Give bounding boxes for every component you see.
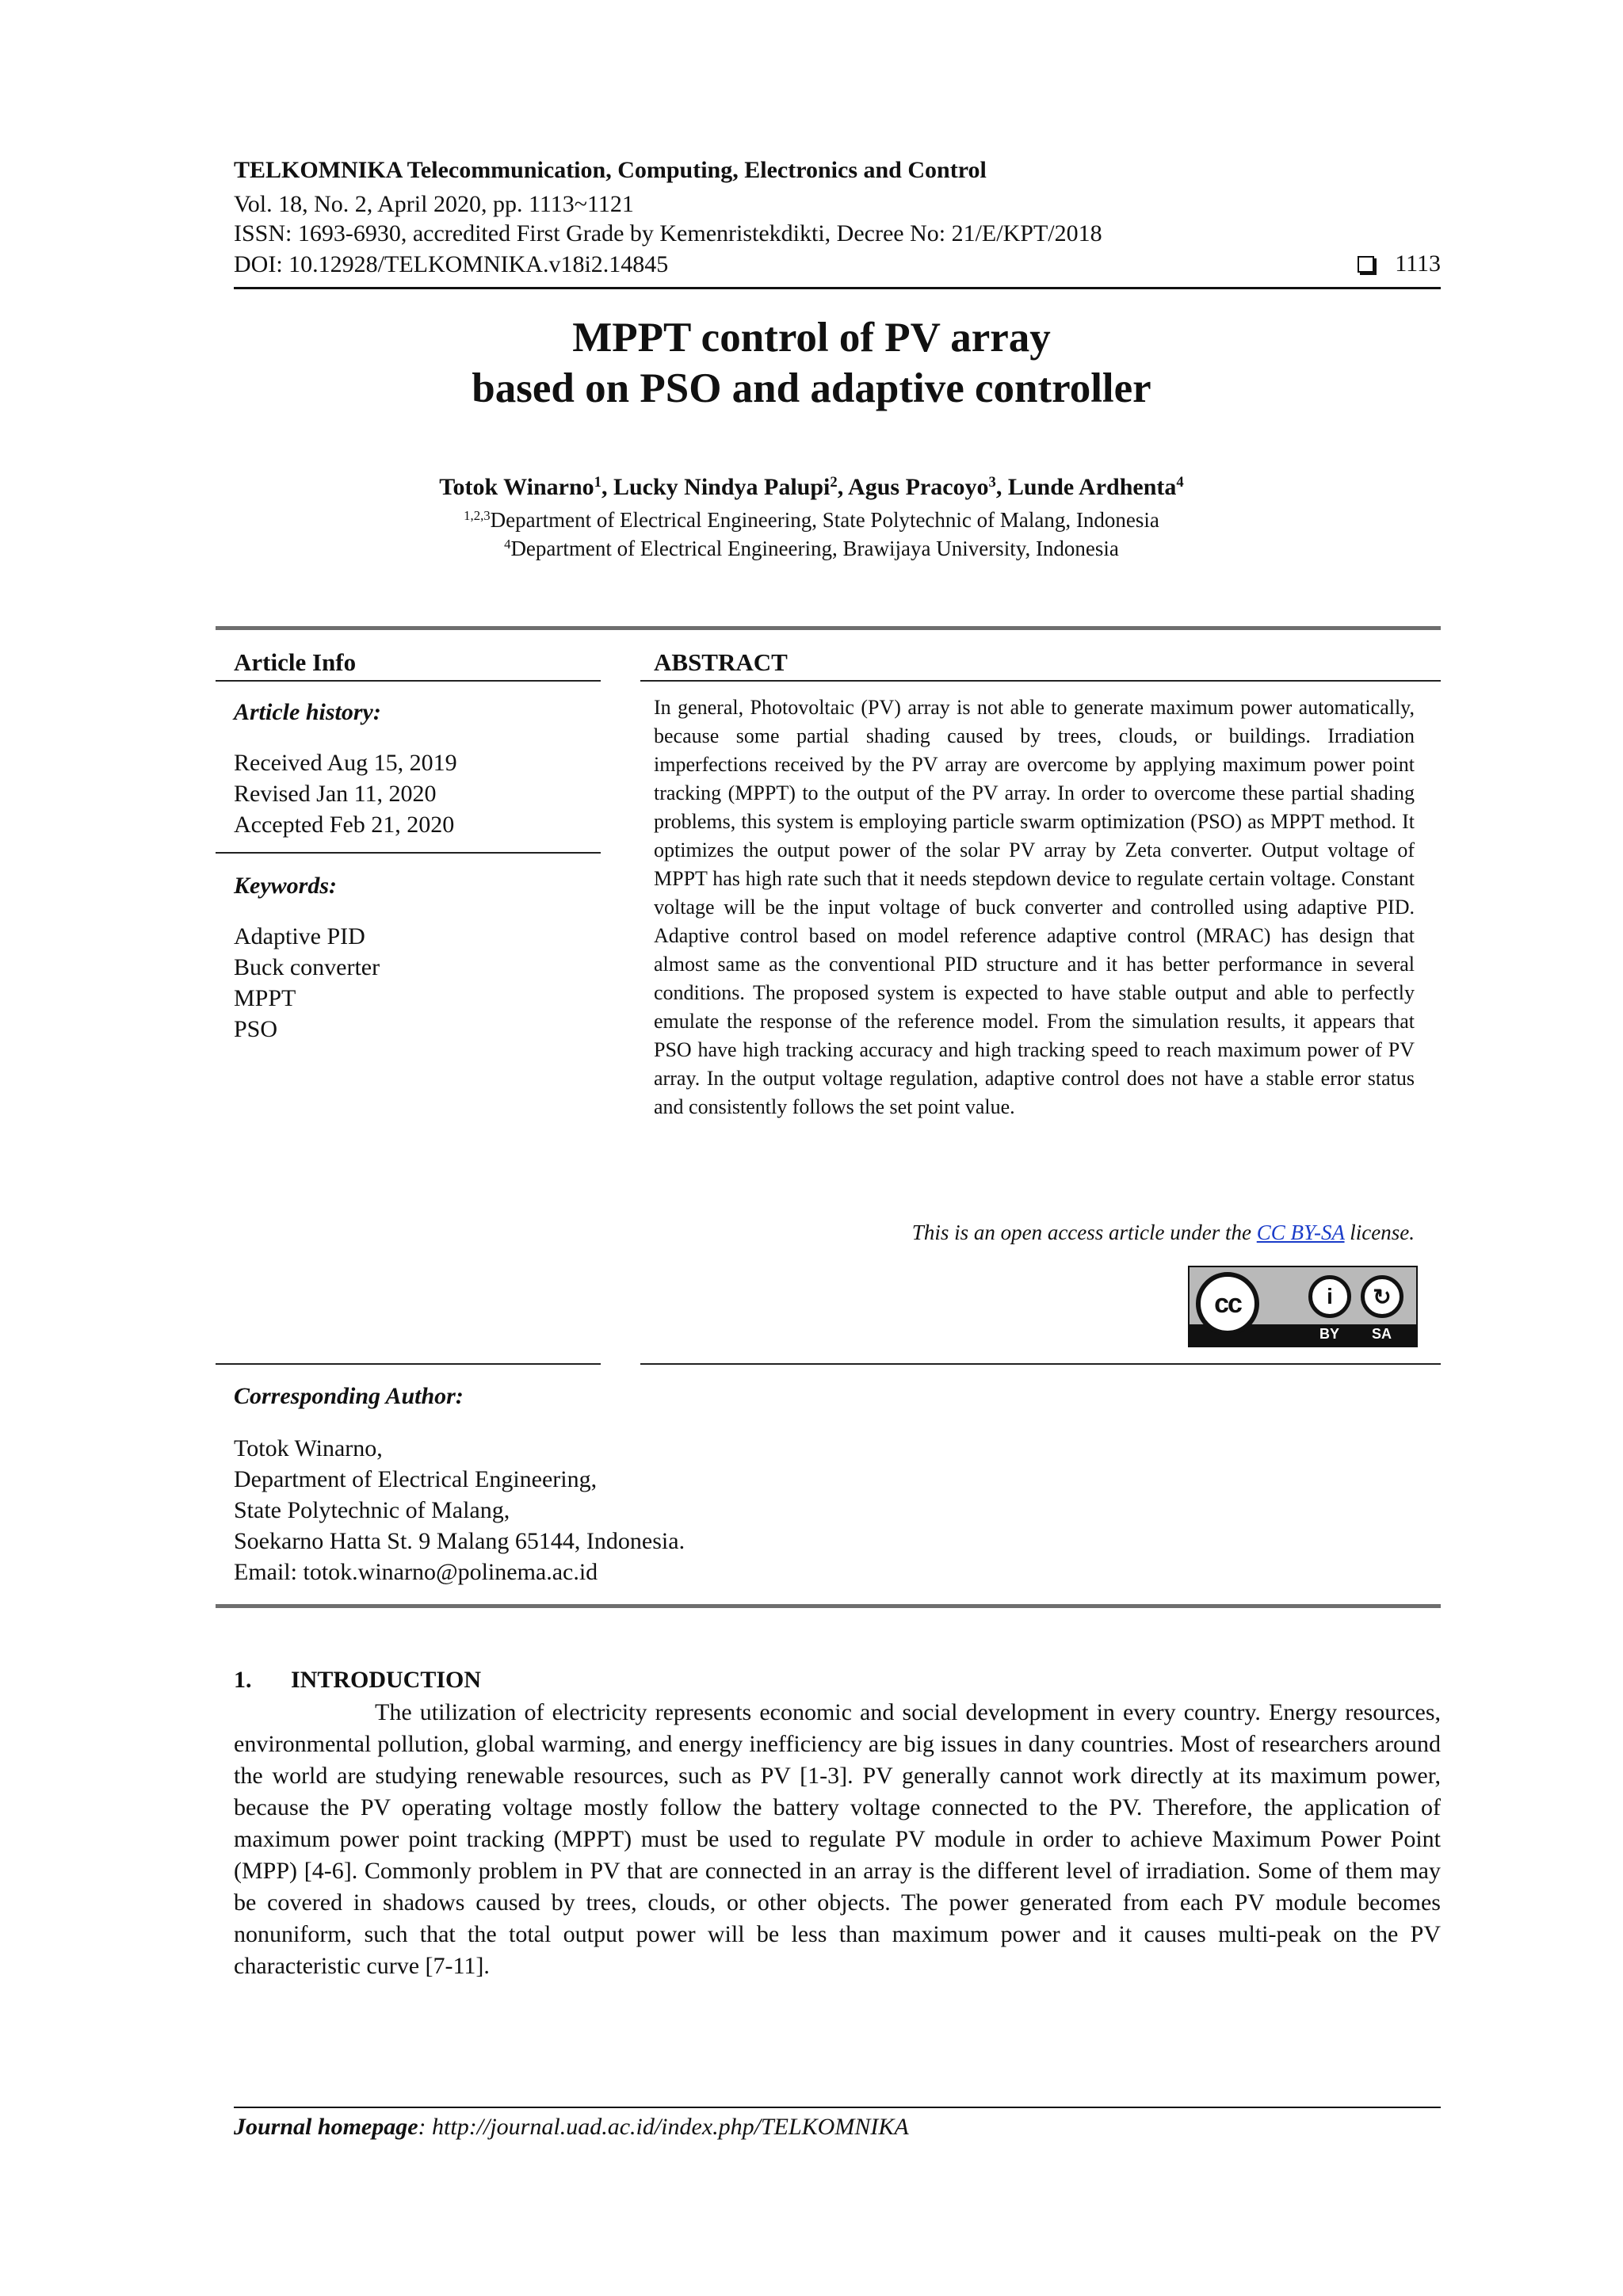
keyword-item: MPPT [234,985,296,1011]
author-name: Agus Pracoyo [848,474,989,500]
intro-paragraph [234,1697,1441,1982]
corresponding-inst: State Polytechnic of Malang, [234,1497,510,1523]
square-bullet-icon [1358,256,1374,273]
attribution-icon: i [1308,1275,1351,1318]
affiliation-text: Department of Electrical Engineering, Brawijaya University, Indonesia [510,537,1119,560]
paper-title-line-1: MPPT control of PV array [572,315,1051,361]
affiliation-sup: 4 [504,536,511,552]
header-rule [234,287,1441,289]
author-sup: 1 [594,473,601,491]
issn-line: ISSN: 1693-6930, accredited First Grade by Kemenristekdikti, Decree No: 21/E/KPT/2018 [234,220,1102,246]
affiliation-text: Department of Electrical Engineering, State Polytechnic of Malang, Indonesia [490,508,1159,532]
abstract-text: In general, Photovoltaic (PV) array is not able to generate maximum power automatically, because some partial shading caused by trees, clouds, or buildings. Irradiation imperfections received by the PV array are overcome by applying maximum power point tracking (MPPT) to the output of the PV array. In order to overcome these partial shading problems, this system is employing particle swarm optimization (PSO) as MPPT method. It optimizes the output power of the solar PV array by Zeta converter. Output voltage of MPPT has high rate such that it needs stepdown device to regulate certain voltage. Constant voltage will be the input voltage of buck converter and controlled using adaptive PID. Adaptive control based on model reference adaptive control (MRAC) has design that almost same as the conventional PID structure and it has better performance in several conditions. The proposed system is expected to have stable output and able to perfectly emulate the response of the reference model. From the simulation results, it appears that PSO have high tracking accuracy and high tracking speed to reach maximum power of PV array. In the output voltage regulation, adaptive control does not have a stable error status and consistently follows the set point value. [654,696,1415,1118]
info-box-top-rule [216,626,1441,630]
keywords-heading: Keywords: [234,873,337,899]
affiliation-2 [0,537,1623,561]
by-label: BY [1319,1326,1340,1342]
footer-rule [234,2107,1441,2108]
license-suffix: license. [1350,1221,1415,1244]
article-info-heading: Article Info [234,648,357,676]
corresponding-dept: Department of Electrical Engineering, [234,1466,598,1492]
corresponding-name: Totok Winarno, [234,1435,383,1461]
author-sup: 2 [830,473,838,491]
info-column-bottom-rule [216,1363,601,1365]
abstract-heading: ABSTRACT [654,648,788,676]
author-list: Totok Winarno$^1$, Lucky Nindya Palupi$^2$, Agus Pracoyo$^3$, Lunde Ardhenta$^4$ [439,473,1184,500]
abstract-rule [640,680,1441,682]
abstract-bottom-rule [640,1363,1441,1365]
keyword-item: PSO [234,1016,278,1042]
page-number-block [1358,250,1441,277]
cc-by-sa-badge[interactable] [1188,1266,1418,1347]
doi-line: DOI: 10.12928/TELKOMNIKA.v18i2.14845 [234,251,669,277]
volume-line: Vol. 18, No. 2, April 2020, pp. 1113~1121 [234,191,634,217]
footer-label: Journal homepage [234,2114,418,2140]
intro-number: 1. [234,1667,252,1693]
license-line [912,1221,1415,1245]
corresponding-address: Soekarno Hatta St. 9 Malang 65144, Indonesia. [234,1528,685,1554]
accepted-date: Accepted Feb 21, 2020 [234,812,455,838]
corresponding-email: Email: totok.winarno@polinema.ac.id [234,1559,598,1585]
intro-body: The utilization of electricity represents economic and social development in every country. Energy resources, environmental pollution, global warming, and energy inefficiency are big issues in dany countries. Most of researchers around the world are studying renewable resources, such as PV [1-3]. PV generally cannot work directly at its maximum power, because the PV operating voltage mostly follow the battery voltage connected to the PV. Therefore, the application of maximum power point tracking (MPPT) must be used to regulate PV module in order to achieve Maximum Power Point (MPP) [4-6]. Commonly problem in PV that are connected in an array is the different level of irradiation. Some of them may be covered in shadows caused by trees, clouds, or other objects. The power generated from each PV module becomes nonuniform, such that the total output power will be less than maximum power and it causes multi-peak on the PV characteristic curve [7-11]. [234,1699,1441,1979]
affiliation-1 [0,508,1623,533]
author-sup: 4 [1176,473,1184,491]
author-name: Lunde Ardhenta [1007,474,1177,500]
footer [234,2114,909,2141]
journal-name: TELKOMNIKA Telecommunication, Computing, Electronics and Control [234,157,987,183]
keyword-item: Adaptive PID [234,923,365,949]
paper-title-line-2: based on PSO and adaptive controller [472,365,1151,411]
article-info-rule [216,680,601,682]
cc-icon: cc [1196,1272,1259,1335]
author-name: Totok Winarno [439,474,594,500]
sa-label: SA [1372,1326,1392,1342]
intro-title: INTRODUCTION [291,1667,482,1693]
article-history-heading: Article history: [234,699,381,725]
corresponding-details [234,1433,685,1587]
intro-heading [234,1667,481,1694]
affiliation-sup: 1,2,3 [464,507,491,523]
info-box-bottom-rule [216,1604,1441,1608]
cc-by-sa-link[interactable]: CC BY-SA [1256,1221,1345,1244]
footer-url[interactable]: : http://journal.uad.ac.id/index.php/TELKOMNIKA [418,2114,909,2140]
corresponding-heading: Corresponding Author: [234,1383,464,1409]
keyword-item: Buck converter [234,954,380,980]
license-prefix: This is an open access article under the [911,1221,1251,1244]
received-date: Received Aug 15, 2019 [234,750,457,776]
share-alike-icon: ↻ [1361,1275,1403,1318]
history-rule [216,852,601,854]
author-sup: 3 [988,473,996,491]
author-name: Lucky Nindya Palupi [613,474,831,500]
page-number: 1113 [1395,250,1441,277]
revised-date: Revised Jan 11, 2020 [234,781,437,807]
